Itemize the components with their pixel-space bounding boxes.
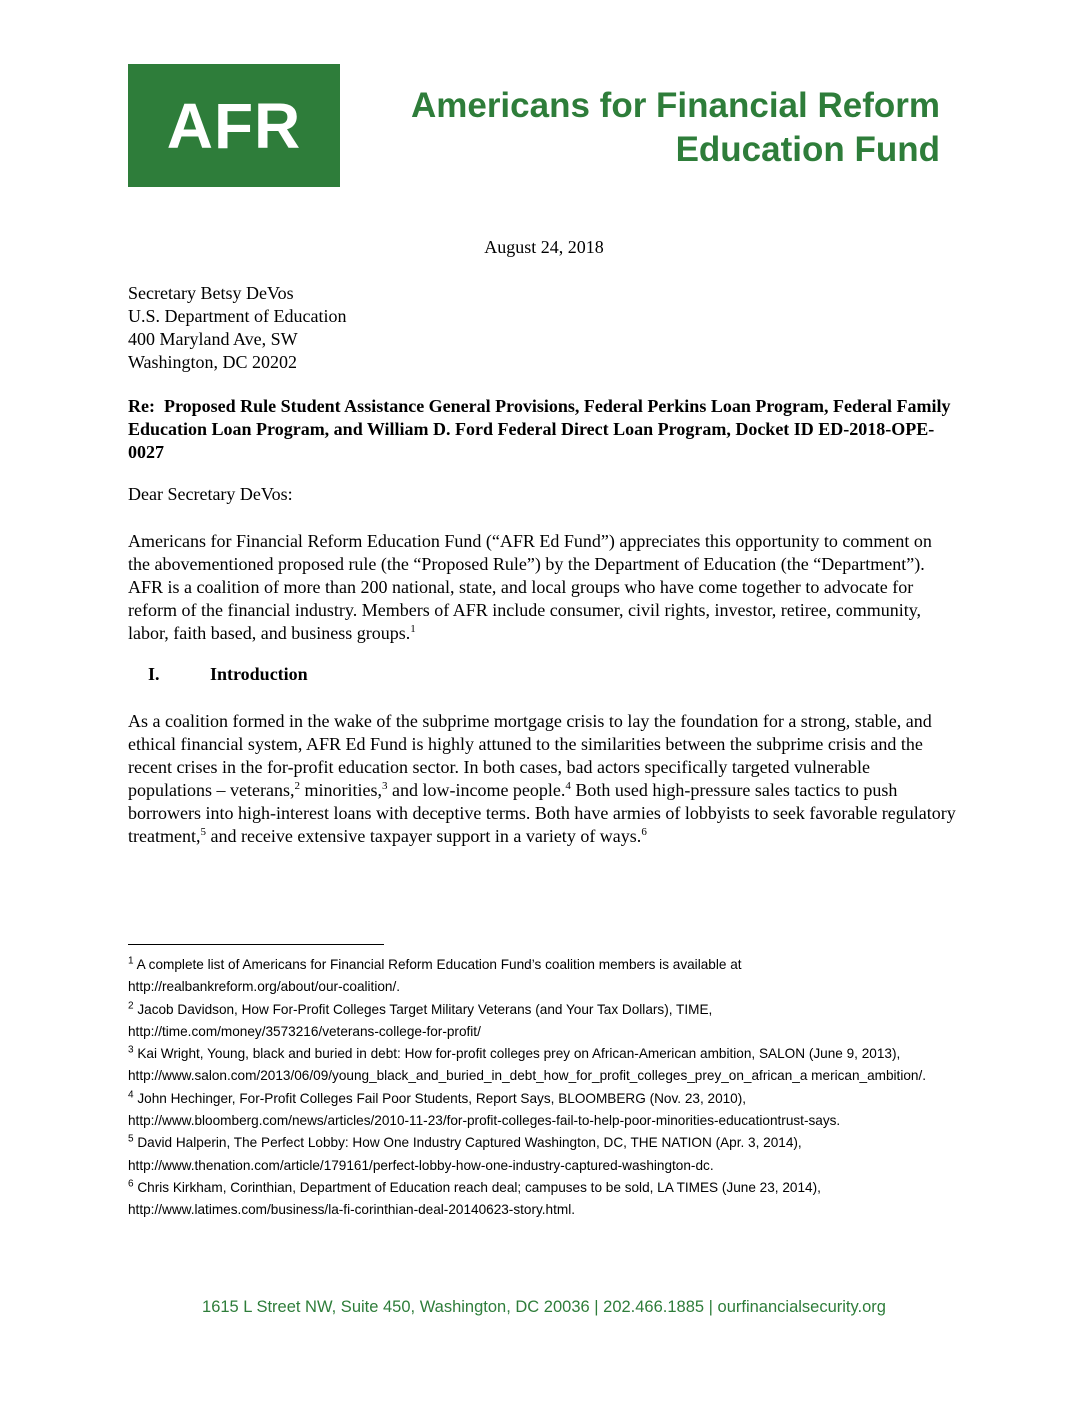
org-name-line1: Americans for Financial Reform bbox=[410, 86, 940, 125]
section-heading bbox=[128, 664, 308, 685]
re-line bbox=[128, 395, 958, 464]
footnote-ref-6[interactable]: 6 bbox=[641, 826, 647, 838]
footnote-ref-1[interactable]: 1 bbox=[410, 623, 416, 635]
org-name-line2: Education Fund bbox=[675, 130, 940, 169]
section-title: Introduction bbox=[210, 664, 308, 684]
organization-name bbox=[360, 84, 940, 172]
para-seg3: and low-income people. bbox=[387, 780, 566, 800]
recipient-line1: Secretary Betsy DeVos bbox=[128, 283, 294, 303]
footnote-ref-3[interactable]: 3 bbox=[381, 780, 388, 792]
footnote-text: John Hechinger, For-Profit Colleges Fail Poor Students, Report Says, BLOOMBERG (Nov. 23, 2010), http://www.bloomberg.com/news/articles/2010-11-23/for-profit-colleges-fail-to-help-poor-minorities-educationtrust-says. bbox=[128, 1090, 841, 1129]
re-text: Proposed Rule Student Assistance General Provisions, Federal Perkins Loan Program, Federal Family Education Loan Program, and William D. Ford Federal Direct Loan Program, Docket ID ED-2018-OPE-0027 bbox=[128, 396, 951, 462]
footnote-text: Chris Kirkham, Corinthian, Department of Education reach deal; campuses to be sold, LA TIMES (June 23, 2014), http://www.latimes.com/business/la-fi-corinthian-deal-20140623-story.html. bbox=[128, 1179, 821, 1218]
recipient-line2: U.S. Department of Education bbox=[128, 306, 347, 326]
footnote-number: 4 bbox=[128, 1089, 134, 1101]
footnote-4 bbox=[128, 1088, 958, 1133]
para-seg4: Both used high-pressure sales tactics to push borrowers into high-interest loans with deceptive terms. Both have armies of lobbyists to seek favorable regulatory treatment, bbox=[128, 780, 956, 846]
intro-paragraph bbox=[128, 530, 958, 645]
letter-date: August 24, 2018 bbox=[484, 237, 604, 257]
salutation: Dear Secretary DeVos: bbox=[128, 484, 293, 504]
footnote-number: 2 bbox=[128, 1000, 134, 1012]
recipient-line4: Washington, DC 20202 bbox=[128, 352, 298, 372]
section-number: I. bbox=[148, 664, 160, 684]
footnote-1 bbox=[128, 954, 958, 999]
footnote-number: 3 bbox=[128, 1044, 134, 1056]
intro-text: Americans for Financial Reform Education Fund (“AFR Ed Fund”) appreciates this opportunity to comment on the abovementioned proposed rule (the “Proposed Rule”) by the Department of Education (the “Department”). AFR is a coalition of more than 200 national, state, and local groups who have come together to advocate for reform of the financial industry. Members of AFR include consumer, civil rights, investor, retiree, community, labor, faith based, and business groups. bbox=[128, 531, 932, 643]
para-seg1: As a coalition formed in the wake of the subprime mortgage crisis to lay the foundation for a strong, stable, and ethical financial system, AFR Ed Fund is highly attuned to the similarities between the subprime crisis and the recent crises in the for-profit education sector. In both cases, bad actors specifically targeted vulnerable populations – veterans, bbox=[128, 711, 932, 800]
footnote-text: A complete list of Americans for Financial Reform Education Fund’s coalition members is available at http://realbankreform.org/about/our-coalition/. bbox=[128, 957, 742, 995]
para-seg2: minorities, bbox=[299, 780, 382, 800]
footnote-number: 1 bbox=[128, 955, 134, 967]
logo-text: AFR bbox=[166, 89, 302, 162]
footnote-ref-2[interactable]: 2 bbox=[294, 780, 300, 792]
footnote-2 bbox=[128, 999, 958, 1044]
footnote-number: 5 bbox=[128, 1133, 134, 1145]
footnotes bbox=[128, 954, 958, 1222]
footnote-text: Kai Wright, Young, black and buried in debt: How for-profit colleges prey on African-American ambition, SALON (June 9, 2013), http://www.salon.com/2013/06/09/young_black_and_buried_in_debt_how_for_profit_colleges_prey_on_african_a merican_ambition/. bbox=[128, 1046, 927, 1084]
footnote-number: 6 bbox=[128, 1178, 134, 1190]
footnote-text: Jacob Davidson, How For-Profit Colleges Target Military Veterans (and Your Tax Dollars), TIME, http://time.com/money/3573216/veterans-college-for-profit/ bbox=[128, 1001, 713, 1039]
footnote-ref-4[interactable]: 4 bbox=[565, 780, 571, 792]
footnote-3 bbox=[128, 1043, 958, 1088]
footnote-divider bbox=[128, 944, 384, 945]
section-paragraph bbox=[128, 710, 958, 848]
footnote-5 bbox=[128, 1132, 958, 1177]
footnote-6 bbox=[128, 1177, 958, 1222]
para-seg5: and receive extensive taxpayer support in a variety of ways. bbox=[205, 826, 642, 846]
afr-logo bbox=[128, 64, 340, 187]
letterhead-footer: 1615 L Street NW, Suite 450, Washington, DC 20036 | 202.466.1885 | ourfinancialsecurity.org bbox=[202, 1298, 886, 1316]
footnote-text: David Halperin, The Perfect Lobby: How One Industry Captured Washington, DC, THE NATION (Apr. 3, 2014), http://www.thenation.com/article/179161/perfect-lobby-how-one-industry-captured-washington-dc. bbox=[128, 1135, 802, 1173]
recipient-line3: 400 Maryland Ave, SW bbox=[128, 329, 298, 349]
recipient-address bbox=[128, 282, 346, 374]
footnote-ref-5[interactable]: 5 bbox=[200, 826, 206, 838]
re-label: Re: bbox=[128, 396, 155, 416]
